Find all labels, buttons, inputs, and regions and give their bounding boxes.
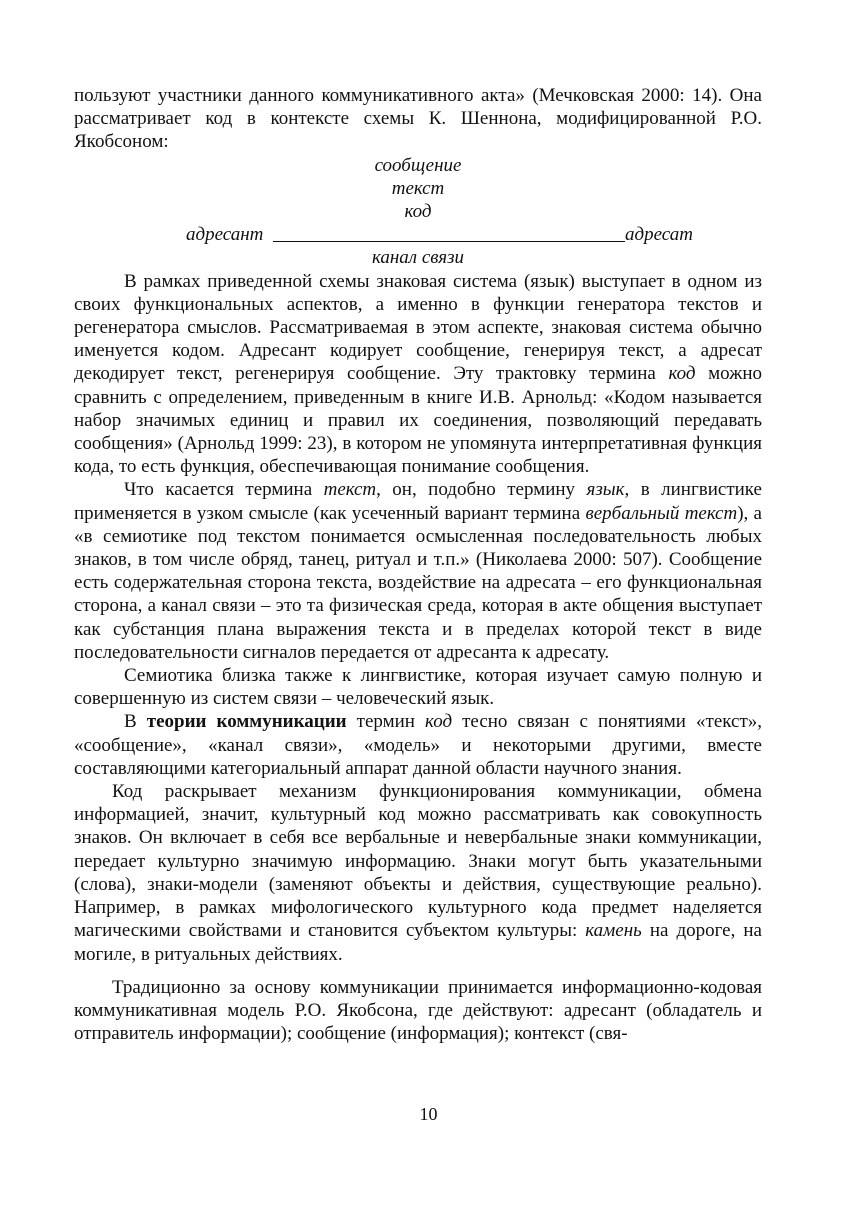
paragraph-4: В теории коммуникации термин код тесно связан с понятиями «текст», «сообщение», «канал связи», «модель» и некоторыми другими, вместе составляющими категориальный аппарат данной области научного знания. — [74, 711, 762, 779]
paragraph-1: В рамках приведенной схемы знаковая система (язык) выступает в одном из своих функциональных аспектов, а именно в функции генератора текстов и регенератора смыслов. Рассматриваемая в этом аспекте, знаковая система обычно именуется кодом. Адресант кодирует сообщение, генерируя текст, а адресат декодирует текст, регенерируя сообщение. Эту трактовку термина код можно сравнить с определением, приведенным в книге И.В. Арнольд: «Кодом называется набор значимых единиц и правил их соединения, позволяющий передавать сообщения» (Арнольд 1999: 23), в котором не упомянута интерпретативная функция кода, то есть функция, обеспечивающая понимание сообщения. — [74, 270, 762, 478]
paragraph-3: Семиотика близка также к лингвистике, которая изучает самую полную и совершенную из систем связи – человеческий язык. — [74, 665, 762, 710]
paragraph-6: Традиционно за основу коммуникации принимается информационно-кодовая коммуникативная модель Р.О. Якобсона, где действуют: адресант (обладатель и отправитель информации); сообщение (информация); контекст (свя- — [74, 976, 762, 1045]
communication-scheme — [74, 154, 762, 270]
scheme-addresser: адресант — [186, 224, 264, 246]
scheme-text: текст — [391, 177, 445, 199]
scheme-underline — [273, 223, 625, 242]
page-body — [74, 84, 762, 1045]
scheme-channel: канал связи — [371, 247, 465, 269]
page-number: 10 — [419, 1104, 438, 1124]
scheme-code: код — [404, 201, 432, 223]
scheme-addressee: адресат — [625, 224, 693, 246]
scheme-line — [74, 223, 762, 246]
paragraph-5: Код раскрывает механизм функционирования коммуникации, обмена информацией, значит, культурный код можно рассматривать как совокупность знаков. Он включает в себя все вербальные и невербальные знаки коммуникации, передает культурно значимую информацию. Знаки могут быть указательными (слова), знаки-модели (заменяют объекты и действия, существующие реально). Например, в рамках мифологического культурного кода предмет наделяется магическими свойствами и становится субъектом культуры: камень на дороге, на могиле, в ритуальных действиях. — [74, 781, 762, 965]
paragraph-2: Что касается термина текст, он, подобно термину язык, в лингвистике применяется в узком смысле (как усеченный вариант термина вербальный текст), а «в семиотике под текстом понимается осмысленная последовательность любых знаков, в том числе обряд, танец, ритуал и т.п.» (Николаева 2000: 507). Сообщение есть содержательная сторона текста, воздействие на адресата – его функциональная сторона, а канал связи – это та физическая среда, которая в акте общения выступает как субстанция плана выражения текста и в пределах которой текст в виде последовательности сигналов передается от адресанта к адресату. — [74, 479, 762, 663]
paragraph-intro: пользуют участники данного коммуникативного акта» (Мечковская 2000: 14). Она рассматривает код в контексте схемы К. Шеннона, модифицированной Р.О. Якобсоном: — [74, 85, 762, 153]
scheme-message: сообщение — [374, 154, 462, 176]
